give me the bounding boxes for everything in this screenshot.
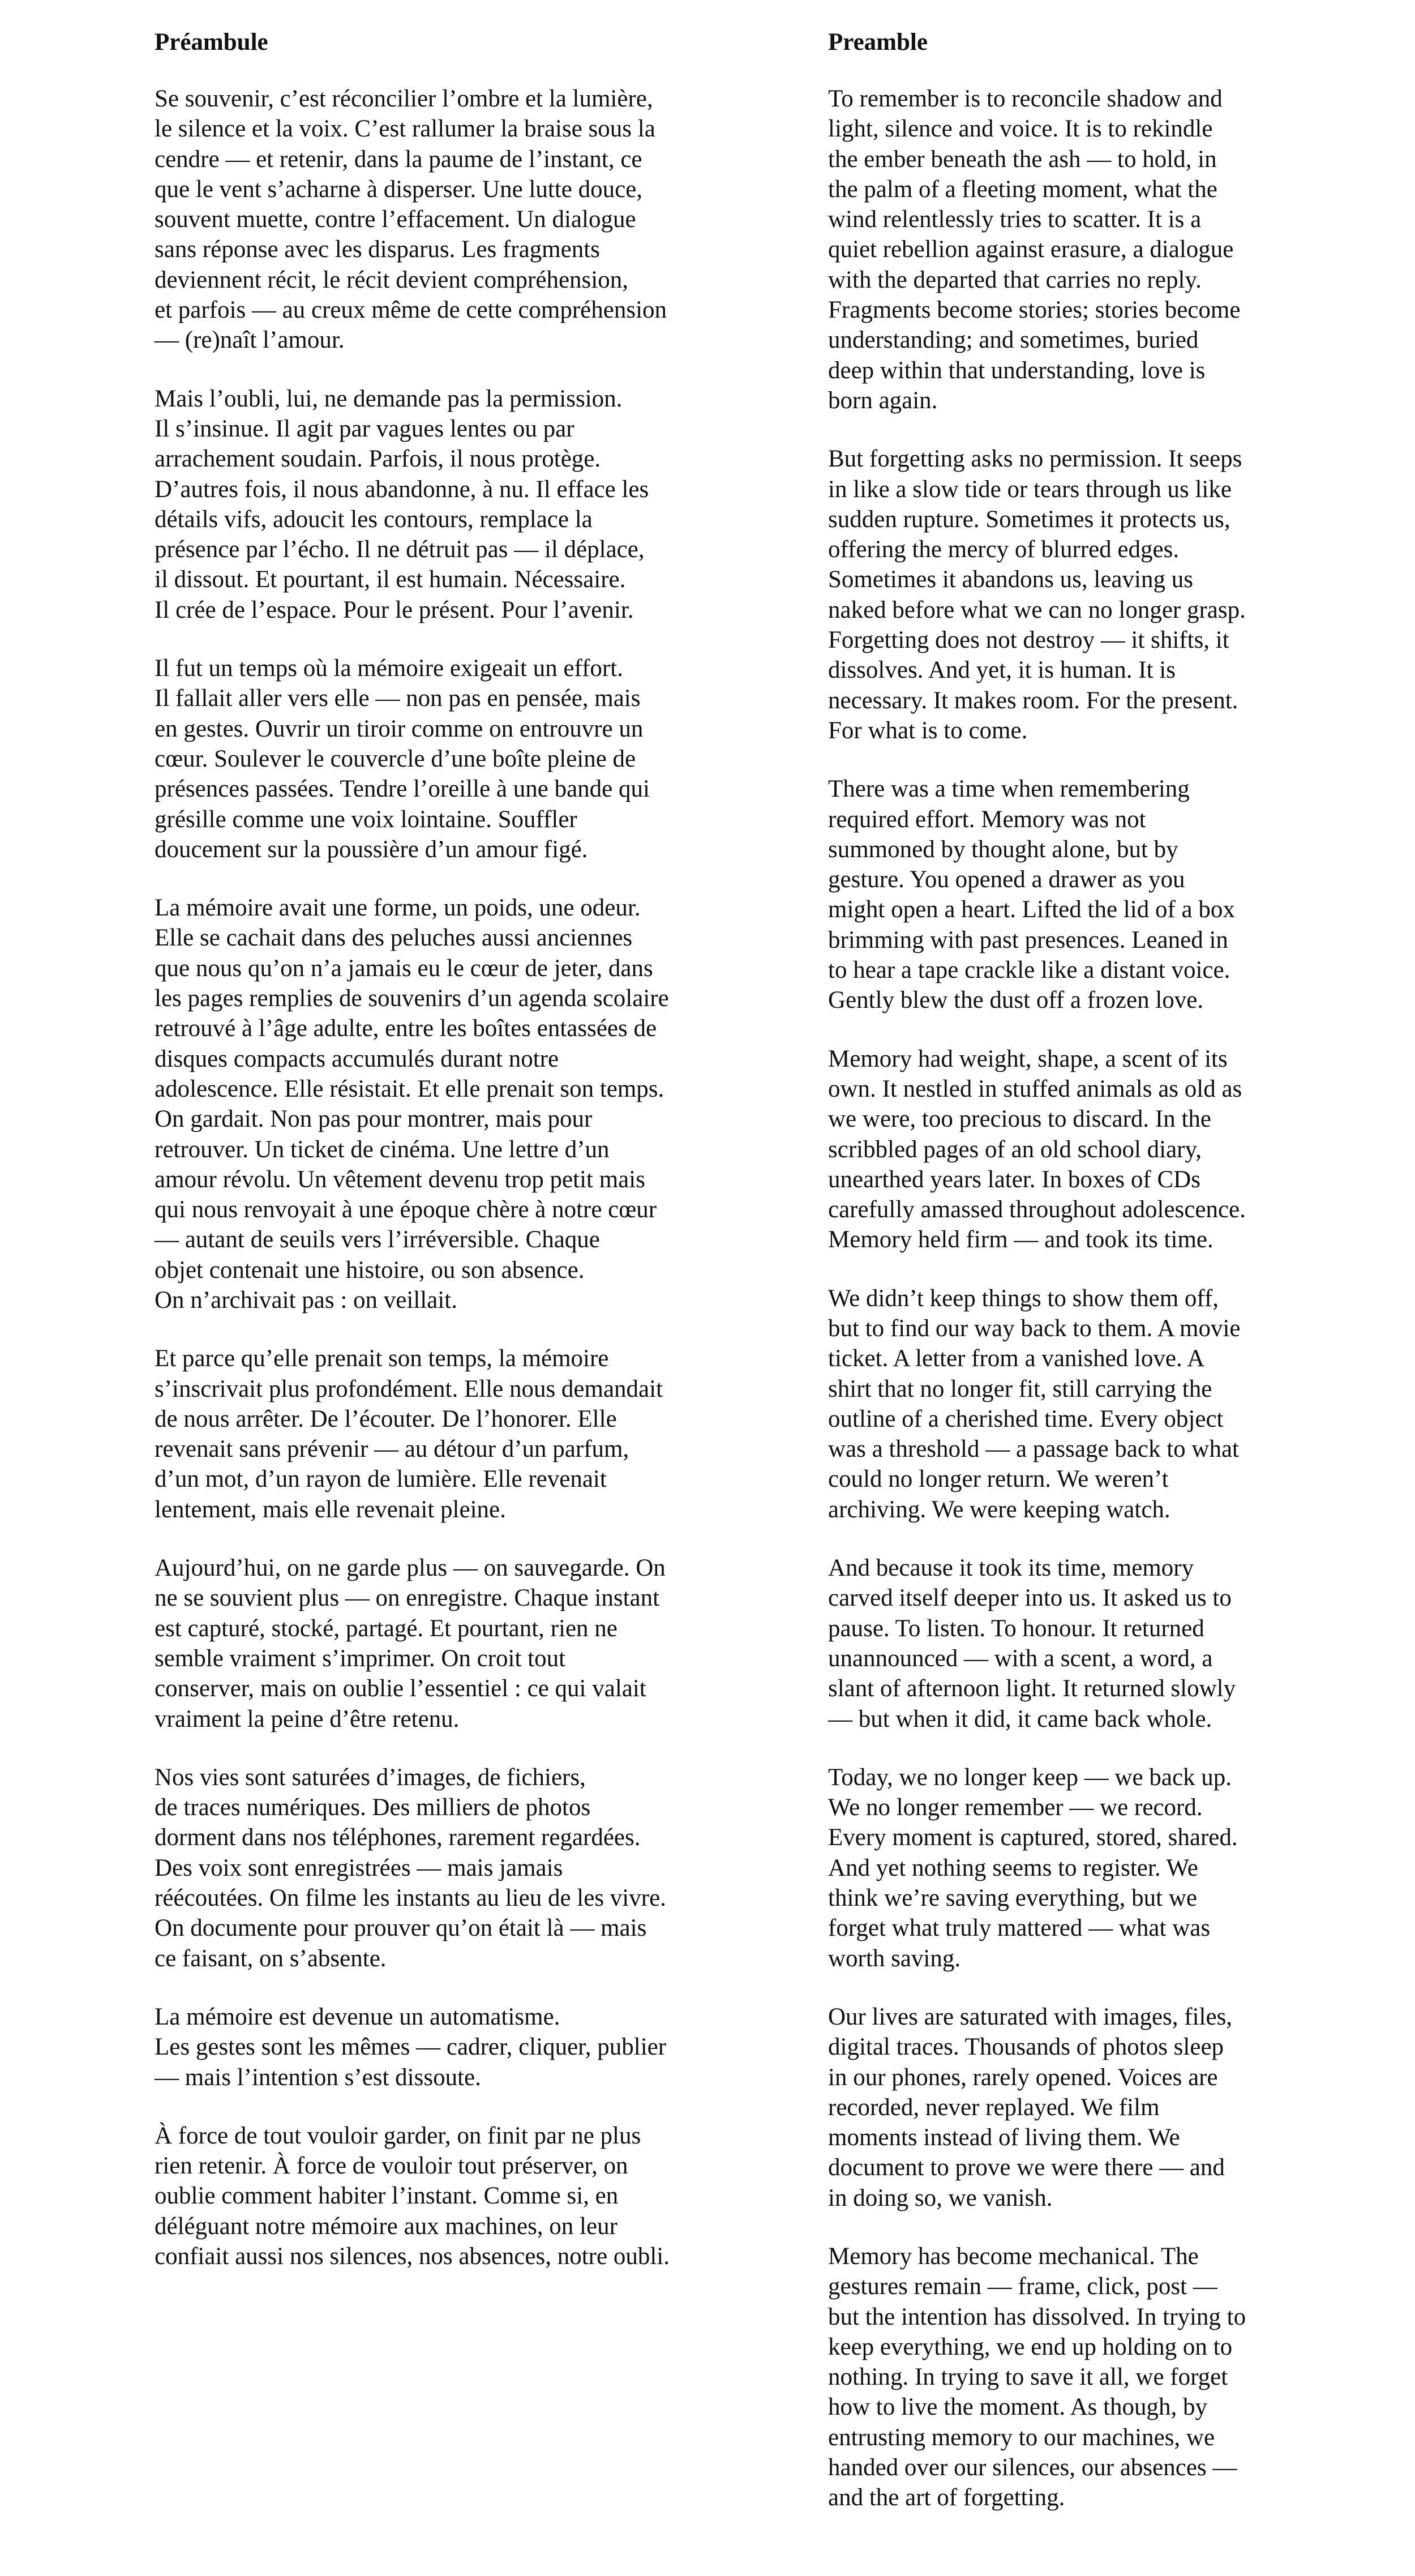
text-line: but the intention has dissolved. In trying to	[828, 2303, 1246, 2330]
text-line: en gestes. Ouvrir un tiroir comme on entrouvre un	[155, 715, 644, 742]
text-line: détails vifs, adoucit les contours, remplace la	[155, 506, 593, 533]
text-line: dissolves. And yet, it is human. It is	[828, 657, 1176, 684]
text-line: offering the mercy of blurred edges.	[828, 536, 1180, 563]
text-line: — but when it did, it came back whole.	[828, 1705, 1212, 1732]
text-line: Our lives are saturated with images, files,	[828, 2003, 1233, 2030]
text-line: Nos vies sont saturées d’images, de fichiers,	[155, 1764, 586, 1791]
text-line: — (re)naît l’amour.	[155, 327, 345, 354]
text-line: Today, we no longer keep — we back up.	[828, 1764, 1232, 1791]
french-paragraph	[155, 1553, 726, 1734]
text-line: required effort. Memory was not	[828, 806, 1146, 833]
text-line: oublie comment habiter l’instant. Comme si, en	[155, 2183, 619, 2210]
text-line: digital traces. Thousands of photos sleep	[828, 2034, 1224, 2061]
text-line: d’un mot, d’un rayon de lumière. Elle revenait	[155, 1466, 607, 1493]
text-line: the palm of a fleeting moment, what the	[828, 176, 1217, 203]
text-line: summoned by thought alone, but by	[828, 836, 1178, 863]
french-paragraph	[155, 84, 726, 356]
text-line: de traces numériques. Des milliers de photos	[155, 1794, 591, 1821]
text-line: retrouvé à l’âge adulte, entre les boîtes entassées de	[155, 1015, 657, 1042]
english-paragraph	[828, 1283, 1303, 1525]
text-line: scribbled pages of an old school diary,	[828, 1136, 1202, 1163]
text-line: could no longer return. We weren’t	[828, 1466, 1169, 1493]
text-line: nothing. In trying to save it all, we forget	[828, 2364, 1228, 2391]
text-line: vraiment la peine d’être retenu.	[155, 1705, 460, 1732]
text-line: cœur. Soulever le couvercle d’une boîte pleine de	[155, 745, 636, 772]
english-paragraph	[828, 84, 1303, 416]
french-body	[155, 84, 726, 2271]
text-line: revenait sans prévenir — au détour d’un parfum,	[155, 1436, 629, 1463]
text-line: semble vraiment s’imprimer. On croit tout	[155, 1645, 566, 1672]
text-line: il dissout. Et pourtant, il est humain. Nécessaire.	[155, 566, 626, 593]
text-line: Sometimes it abandons us, leaving us	[828, 566, 1193, 593]
text-line: wind relentlessly tries to scatter. It is a	[828, 206, 1202, 233]
text-line: quiet rebellion against erasure, a dialogue	[828, 236, 1234, 263]
text-line: Memory held firm — and took its time.	[828, 1226, 1214, 1253]
text-line: ce faisant, on s’absente.	[155, 1945, 387, 1972]
text-line: ne se souvient plus — on enregistre. Chaque instant	[155, 1585, 660, 1612]
text-line: gesture. You opened a drawer as you	[828, 866, 1185, 893]
text-line: Memory has become mechanical. The	[828, 2243, 1199, 2270]
english-title: Preamble	[828, 29, 928, 55]
text-line: le silence et la voix. C’est rallumer la braise sous la	[155, 115, 655, 143]
text-line: Il fallait aller vers elle — non pas en pensée, mais	[155, 685, 641, 712]
text-line: On gardait. Non pas pour montrer, mais pour	[155, 1106, 593, 1133]
text-line: in like a slow tide or tears through us like	[828, 476, 1232, 503]
text-line: pause. To listen. To honour. It returned	[828, 1615, 1204, 1642]
french-paragraph	[155, 2121, 726, 2271]
english-column	[828, 28, 1303, 2541]
text-line: For what is to come.	[828, 717, 1028, 744]
text-line: rien retenir. À force de vouloir tout préserver, on	[155, 2153, 628, 2180]
french-paragraph	[155, 2002, 726, 2093]
english-paragraph	[828, 774, 1303, 1015]
text-line: might open a heart. Lifted the lid of a box	[828, 896, 1235, 923]
text-line: — autant de seuils vers l’irréversible. Chaque	[155, 1226, 600, 1253]
text-line: archiving. We were keeping watch.	[828, 1496, 1170, 1523]
french-paragraph	[155, 1762, 726, 1974]
text-line: handed over our silences, our absences —	[828, 2454, 1237, 2481]
text-line: how to live the moment. As though, by	[828, 2394, 1208, 2421]
text-line: carved itself deeper into us. It asked us to	[828, 1585, 1232, 1612]
text-line: doucement sur la poussière d’un amour figé.	[155, 836, 588, 863]
text-line: slant of afternoon light. It returned slowly	[828, 1675, 1236, 1702]
text-line: And yet nothing seems to register. We	[828, 1854, 1198, 1881]
text-line: And because it took its time, memory	[828, 1555, 1194, 1582]
text-line: understanding; and sometimes, buried	[828, 327, 1199, 354]
text-line: Elle se cachait dans des peluches aussi anciennes	[155, 925, 633, 952]
text-line: think we’re saving everything, but we	[828, 1885, 1197, 1912]
text-line: We no longer remember — we record.	[828, 1794, 1203, 1821]
text-line: and the art of forgetting.	[828, 2484, 1065, 2511]
text-line: naked before what we can no longer grasp.	[828, 596, 1246, 623]
text-line: Il s’insinue. Il agit par vagues lentes ou par	[155, 415, 574, 442]
french-paragraph	[155, 1343, 726, 1525]
english-paragraph	[828, 1762, 1303, 1974]
text-line: moments instead of living them. We	[828, 2124, 1180, 2151]
text-line: To remember is to reconcile shadow and	[828, 85, 1223, 112]
text-line: gestures remain — frame, click, post —	[828, 2273, 1217, 2300]
text-line: sudden rupture. Sometimes it protects us,	[828, 506, 1230, 533]
text-line: There was a time when remembering	[828, 776, 1190, 803]
french-title: Préambule	[155, 29, 268, 55]
text-line: we were, too precious to discard. In the	[828, 1106, 1212, 1133]
text-line: que le vent s’acharne à disperser. Une lutte douce,	[155, 176, 643, 203]
text-line: light, silence and voice. It is to rekindle	[828, 115, 1213, 143]
text-line: unearthed years later. In boxes of CDs	[828, 1166, 1200, 1193]
text-line: conserver, mais on oublie l’essentiel : ce qui valait	[155, 1675, 646, 1702]
text-line: dorment dans nos téléphones, rarement regardées.	[155, 1824, 641, 1851]
text-line: déléguant notre mémoire aux machines, on leur	[155, 2213, 618, 2240]
text-line: réécoutées. On filme les instants au lieu de les vivre.	[155, 1885, 666, 1912]
text-line: Aujourd’hui, on ne garde plus — on sauvegarde. On	[155, 1555, 666, 1582]
text-line: La mémoire est devenue un automatisme.	[155, 2003, 560, 2030]
text-line: est capturé, stocké, partagé. Et pourtant, rien ne	[155, 1615, 618, 1642]
text-line: qui nous renvoyait à une époque chère à notre cœur	[155, 1196, 657, 1223]
text-line: the ember beneath the ash — to hold, in	[828, 146, 1217, 173]
text-line: retrouver. Un ticket de cinéma. Une lettre d’un	[155, 1136, 610, 1163]
text-line: But forgetting asks no permission. It seeps	[828, 446, 1242, 473]
text-line: recorded, never replayed. We film	[828, 2094, 1160, 2121]
text-line: Se souvenir, c’est réconcilier l’ombre et la lumière,	[155, 85, 653, 112]
text-line: shirt that no longer fit, still carrying the	[828, 1375, 1212, 1402]
french-column	[155, 28, 726, 2300]
text-line: amour révolu. Un vêtement devenu trop petit mais	[155, 1166, 645, 1193]
text-line: with the departed that carries no reply.	[828, 266, 1202, 293]
text-line: sans réponse avec les disparus. Les fragments	[155, 236, 600, 263]
text-line: Every moment is captured, stored, shared.	[828, 1824, 1238, 1851]
english-paragraph	[828, 1553, 1303, 1734]
french-paragraph	[155, 384, 726, 625]
text-line: document to prove we were there — and	[828, 2154, 1225, 2181]
text-line: s’inscrivait plus profondément. Elle nous demandait	[155, 1375, 663, 1402]
text-line: Memory had weight, shape, a scent of its	[828, 1045, 1228, 1072]
text-line: les pages remplies de souvenirs d’un agenda scolaire	[155, 985, 669, 1012]
english-body	[828, 84, 1303, 2513]
text-line: grésille comme une voix lointaine. Souffler	[155, 806, 577, 833]
english-paragraph	[828, 2241, 1303, 2513]
text-line: objet contenait une histoire, ou son absence.	[155, 1256, 585, 1283]
text-line: deviennent récit, le récit devient compréhension,	[155, 266, 628, 293]
text-line: brimming with past presences. Leaned in	[828, 926, 1228, 953]
text-line: et parfois — au creux même de cette compréhension	[155, 297, 667, 324]
text-line: We didn’t keep things to show them off,	[828, 1285, 1219, 1312]
text-line: On n’archivait pas : on veillait.	[155, 1286, 457, 1313]
text-line: Gently blew the dust off a frozen love.	[828, 987, 1204, 1014]
text-line: confiait aussi nos silences, nos absences, notre oubli.	[155, 2243, 670, 2270]
text-line: À force de tout vouloir garder, on finit par ne plus	[155, 2122, 641, 2149]
english-paragraph	[828, 1044, 1303, 1255]
text-line: Les gestes sont les mêmes — cadrer, cliquer, publier	[155, 2034, 667, 2061]
text-line: necessary. It makes room. For the present.	[828, 687, 1238, 714]
text-line: Des voix sont enregistrées — mais jamais	[155, 1854, 563, 1881]
text-line: deep within that understanding, love is	[828, 357, 1206, 384]
text-line: présence par l’écho. Il ne détruit pas — il déplace,	[155, 536, 645, 563]
text-line: in doing so, we vanish.	[828, 2184, 1053, 2211]
text-line: Il fut un temps où la mémoire exigeait un effort.	[155, 655, 623, 682]
text-line: de nous arrêter. De l’écouter. De l’honorer. Elle	[155, 1405, 617, 1432]
french-paragraph	[155, 893, 726, 1315]
text-line: in our phones, rarely opened. Voices are	[828, 2064, 1218, 2091]
text-line: On documente pour prouver qu’on était là — mais	[155, 1915, 647, 1942]
text-line: cendre — et retenir, dans la paume de l’instant, ce	[155, 146, 642, 173]
text-line: D’autres fois, il nous abandonne, à nu. Il efface les	[155, 476, 649, 503]
text-line: carefully amassed throughout adolescence.	[828, 1196, 1246, 1223]
text-line: unannounced — with a scent, a word, a	[828, 1645, 1213, 1672]
text-line: Mais l’oubli, lui, ne demande pas la permission.	[155, 385, 623, 412]
text-line: was a threshold — a passage back to what	[828, 1436, 1240, 1463]
text-line: — mais l’intention s’est dissoute.	[155, 2064, 481, 2091]
text-line: arrachement soudain. Parfois, il nous protège.	[155, 446, 601, 473]
text-line: souvent muette, contre l’effacement. Un dialogue	[155, 206, 636, 233]
text-line: Forgetting does not destroy — it shifts, it	[828, 627, 1229, 654]
french-paragraph	[155, 653, 726, 865]
english-paragraph	[828, 2002, 1303, 2213]
text-line: own. It nestled in stuffed animals as old as	[828, 1075, 1242, 1102]
text-line: outline of a cherished time. Every object	[828, 1405, 1224, 1432]
text-line: worth saving.	[828, 1945, 961, 1972]
text-line: to hear a tape crackle like a distant voice.	[828, 957, 1230, 984]
english-paragraph	[828, 444, 1303, 746]
text-line: Fragments become stories; stories become	[828, 297, 1241, 324]
text-line: Il crée de l’espace. Pour le présent. Pour l’avenir.	[155, 596, 634, 623]
text-line: que nous qu’on n’a jamais eu le cœur de jeter, dans	[155, 955, 653, 982]
text-line: born again.	[828, 387, 938, 414]
text-line: présences passées. Tendre l’oreille à une bande qui	[155, 776, 650, 803]
text-line: ticket. A letter from a vanished love. A	[828, 1345, 1205, 1372]
text-line: keep everything, we end up holding on to	[828, 2333, 1233, 2360]
text-line: lentement, mais elle revenait pleine.	[155, 1496, 506, 1523]
text-line: Et parce qu’elle prenait son temps, la mémoire	[155, 1345, 609, 1372]
text-line: entrusting memory to our machines, we	[828, 2424, 1215, 2451]
text-line: adolescence. Elle résistait. Et elle prenait son temps.	[155, 1075, 664, 1102]
text-line: disques compacts accumulés durant notre	[155, 1045, 559, 1072]
text-line: but to find our way back to them. A movie	[828, 1315, 1241, 1342]
text-line: forget what truly mattered — what was	[828, 1915, 1211, 1942]
text-line: La mémoire avait une forme, un poids, une odeur.	[155, 895, 641, 922]
